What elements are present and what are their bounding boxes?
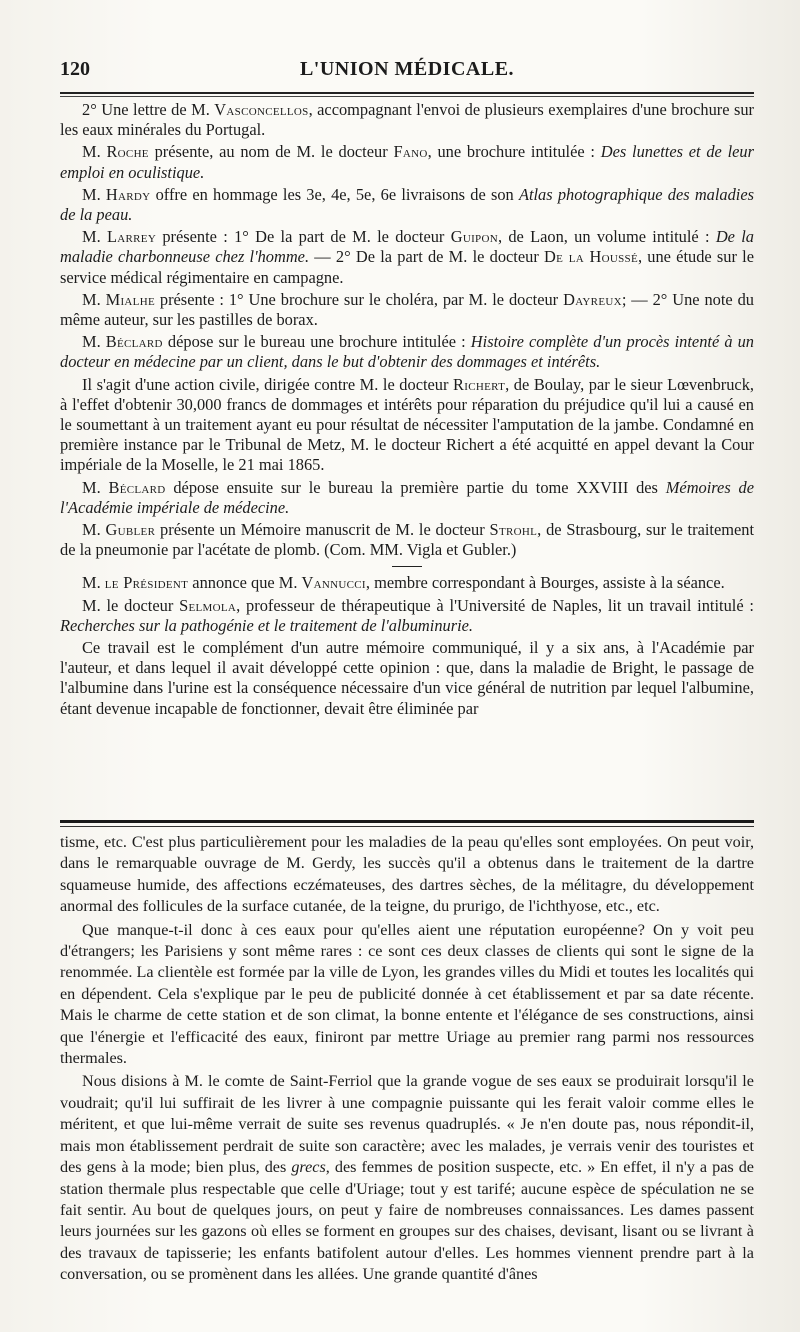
text-run: Nous disions à M. le comte de Saint-Ferriol que la grande vogue de ses eaux se produirait lorsqu'il le voudrait; qu'il lui suffirait de les livrer à une compagnie puissante qui les ferait valoir comme elles le méritent, et que lui-même verrait de suite ses revenus quadruplés. « Je n'en doute pas, nous répondit-il, mais mon établissement perdrait de suite son caractère; avec les malades, je verrais venir des touristes et des gens à la mode; bien plus, des	[60, 1072, 754, 1177]
text-run: M. le docteur	[82, 595, 180, 615]
paragraph	[60, 832, 754, 918]
text-run: , une étude sur le service médical régimentaire en campagne.	[60, 247, 754, 287]
text-run: 2° Une lettre de M.	[82, 100, 215, 119]
text-run: présente un Mémoire manuscrit de M. le docteur	[155, 520, 490, 540]
text-run: ; — 2° Une note du même auteur, sur les pastilles de borax.	[60, 289, 754, 330]
text-run: Ce travail est le complément d'un autre mémoire communiqué, il y a six ans, à l'Académie par l'auteur, et dans lequel il avait développé cette opinion : que, dans la maladie de Bright, le passage de l'albumine dans l'urine est la conséquence nécessaire d'un vice général de nutrition par lequel l'albumine, étant devenue incapable de fonctionner, devait être éliminée par	[60, 638, 754, 718]
section-divider-thin	[60, 826, 754, 827]
proper-name: Hardy	[105, 184, 151, 204]
proper-name: Vannucci	[301, 573, 366, 593]
text-run: Que manque-t-il donc à ces eaux pour qu'elles aient une réputation européenne? On y voit peu d'étrangers; les Parisiens y sont même rares : ce sont ces deux classes de clients qui sont le signe de la renommée. La clientèle est formée par la ville de Lyon, les grandes villes du Midi et toutes les localités qui en dépendent. Cela s'explique par le peu de publicité donnée à cet établissement et par sa date récente. Mais le charme de cette station et de son climat, la bonne entente et l'élégance de ses constructions, ainsi que l'énergie et l'efficacité des eaux, finiront par mettre Uriage au premier rang parmi nos ressources thermales.	[60, 920, 754, 1068]
italic-title: De la maladie charbonneuse chez l'homme.	[60, 227, 754, 267]
text-run: , de Laon, un volume intitulé :	[497, 227, 716, 247]
text-run: annonce que M.	[188, 573, 302, 593]
proper-name: Roche	[106, 142, 149, 162]
proper-name: Gubler	[105, 520, 156, 540]
text-run: , membre correspondant à Bourges, assiste à la séance.	[365, 573, 725, 593]
section-divider	[60, 820, 754, 823]
text-run: tisme, etc. C'est plus particulièrement pour les maladies de la peau qu'elles sont employées. On peut voir, dans le remarquable ouvrage de M. Gerdy, les succès qu'il a obtenus dans le traitement de la dartre squameuse humide, des affections eczémateuses, des dartres sèches, de la mélitagre, du développement anormal des follicules de la surface cutanée, de la teigne, du prurigo, de l'ichthyose, etc., etc.	[60, 833, 754, 916]
text-run: Il s'agit d'une action civile, dirigée contre M. le docteur	[82, 374, 454, 394]
paragraph	[60, 100, 754, 140]
italic-title: Histoire complète d'un procès intenté à un docteur en médecine par un client, dans le but d'obtenir des dommages et intérêts.	[60, 332, 754, 372]
text-run: offre en hommage les 3e, 4e, 5e, 6e livraisons de son	[150, 184, 519, 204]
proper-name: Mialhe	[105, 289, 155, 309]
text-run: , de Strasbourg, sur le traitement de la pneumonie par l'acétate de plomb. (Com. MM. Vigla et Gubler.)	[60, 520, 754, 560]
paragraph	[60, 1071, 754, 1285]
paragraph	[60, 596, 754, 636]
proper-name: Vasconcellos	[214, 100, 309, 119]
header-rule	[60, 92, 754, 94]
text-run: M.	[82, 477, 109, 497]
italic-title: Mémoires de l'Académie impériale de médecine.	[60, 477, 754, 517]
text-run: dépose sur le bureau une brochure intitulée :	[162, 332, 471, 352]
paragraph	[60, 573, 754, 593]
header-rule-thin	[60, 96, 754, 97]
proper-name: Selmola	[179, 595, 237, 615]
paragraph	[60, 638, 754, 719]
paragraph	[60, 227, 754, 288]
running-header	[60, 58, 754, 86]
italic-title: Des lunettes et de leur emploi en oculistique.	[60, 142, 754, 182]
proper-name: Dayreux	[563, 289, 622, 309]
text-run: M.	[82, 184, 106, 204]
paragraph	[60, 520, 754, 560]
paragraph	[60, 290, 754, 330]
separator-rule	[392, 566, 422, 567]
text-run: , de Boulay, par le sieur Lœvenbruck, à l'effet d'obtenir 30,000 francs de dommages et intérêts pour réparation du préjudice qu'il lui a causé en le soumettant à un traitement ayant eu pour résultat de nécessiter l'amputation de la jambe. Condamné en première instance par le Tribunal de Metz, M. le docteur Richert a été acquitté en appel devant la Cour impériale de la Moselle, le 21 mai 1865.	[60, 374, 754, 475]
paragraph	[60, 478, 754, 518]
paragraph	[60, 332, 754, 372]
proper-name: le Président	[104, 573, 189, 593]
text-run: dépose ensuite sur le bureau la première partie du tome XXVIII des	[165, 477, 666, 497]
proper-name: Guipon	[450, 227, 498, 247]
proper-name: Fano	[393, 142, 428, 162]
upper-section	[60, 100, 754, 815]
text-run: , accompagnant l'envoi de plusieurs exemplaires d'une brochure sur les eaux minérales du Portugal.	[60, 100, 754, 140]
proper-name: Béclard	[105, 332, 163, 352]
proper-name: Béclard	[108, 477, 166, 497]
text-run: M.	[82, 573, 105, 593]
text-run: M.	[82, 332, 106, 352]
text-run: , des femmes de position suspecte, etc. » En effet, il n'y a pas de station thermale plus respectable que celle d'Uriage; tout y est tarifé; aucune espèce de spéculation ne se fait sentir. Au bout de quelques jours, on peut y faire de nombreuses connaissances. Les dames passent leurs journées sur les gazons où elles se forment en groupes sur des chaises, devisant, lisant ou se livrant à des travaux de tapisserie; les enfants batifolent autour d'elles. Les hommes viennent prendre part à la conversation, ou se promènent dans les allées. Une grande quantité d'ânes	[60, 1158, 754, 1284]
italic-title: Recherches sur la pathogénie et le traitement de l'albuminurie.	[60, 615, 474, 635]
page-number: 120	[60, 58, 90, 80]
text-run: M.	[82, 142, 107, 162]
paragraph	[60, 185, 754, 225]
proper-name: De la Houssé	[544, 247, 638, 267]
journal-title: L'UNION MÉDICALE.	[299, 58, 515, 80]
paragraph	[60, 375, 754, 476]
text-run: , professeur de thérapeutique à l'Université de Naples, lit un travail intitulé :	[236, 595, 754, 615]
lower-section	[60, 832, 754, 1312]
proper-name: Strohl	[489, 520, 538, 540]
text-run: M.	[82, 227, 107, 247]
text-run: M.	[82, 520, 106, 540]
text-run: — 2° De la part de M. le docteur	[309, 247, 545, 267]
text-run: présente : 1° Une brochure sur le choléra, par M. le docteur	[154, 289, 564, 309]
text-run: M.	[82, 289, 106, 309]
paragraph	[60, 920, 754, 1070]
proper-name: Richert	[453, 374, 506, 394]
italic-title: grecs	[291, 1158, 326, 1177]
text-run: , une brochure intitulée :	[427, 142, 601, 162]
paragraph	[60, 142, 754, 182]
text-run: présente, au nom de M. le docteur	[148, 142, 394, 162]
text-run: présente : 1° De la part de M. le docteur	[156, 227, 451, 247]
italic-title: Atlas photographique des maladies de la peau.	[60, 184, 754, 225]
proper-name: Larrey	[106, 227, 157, 247]
